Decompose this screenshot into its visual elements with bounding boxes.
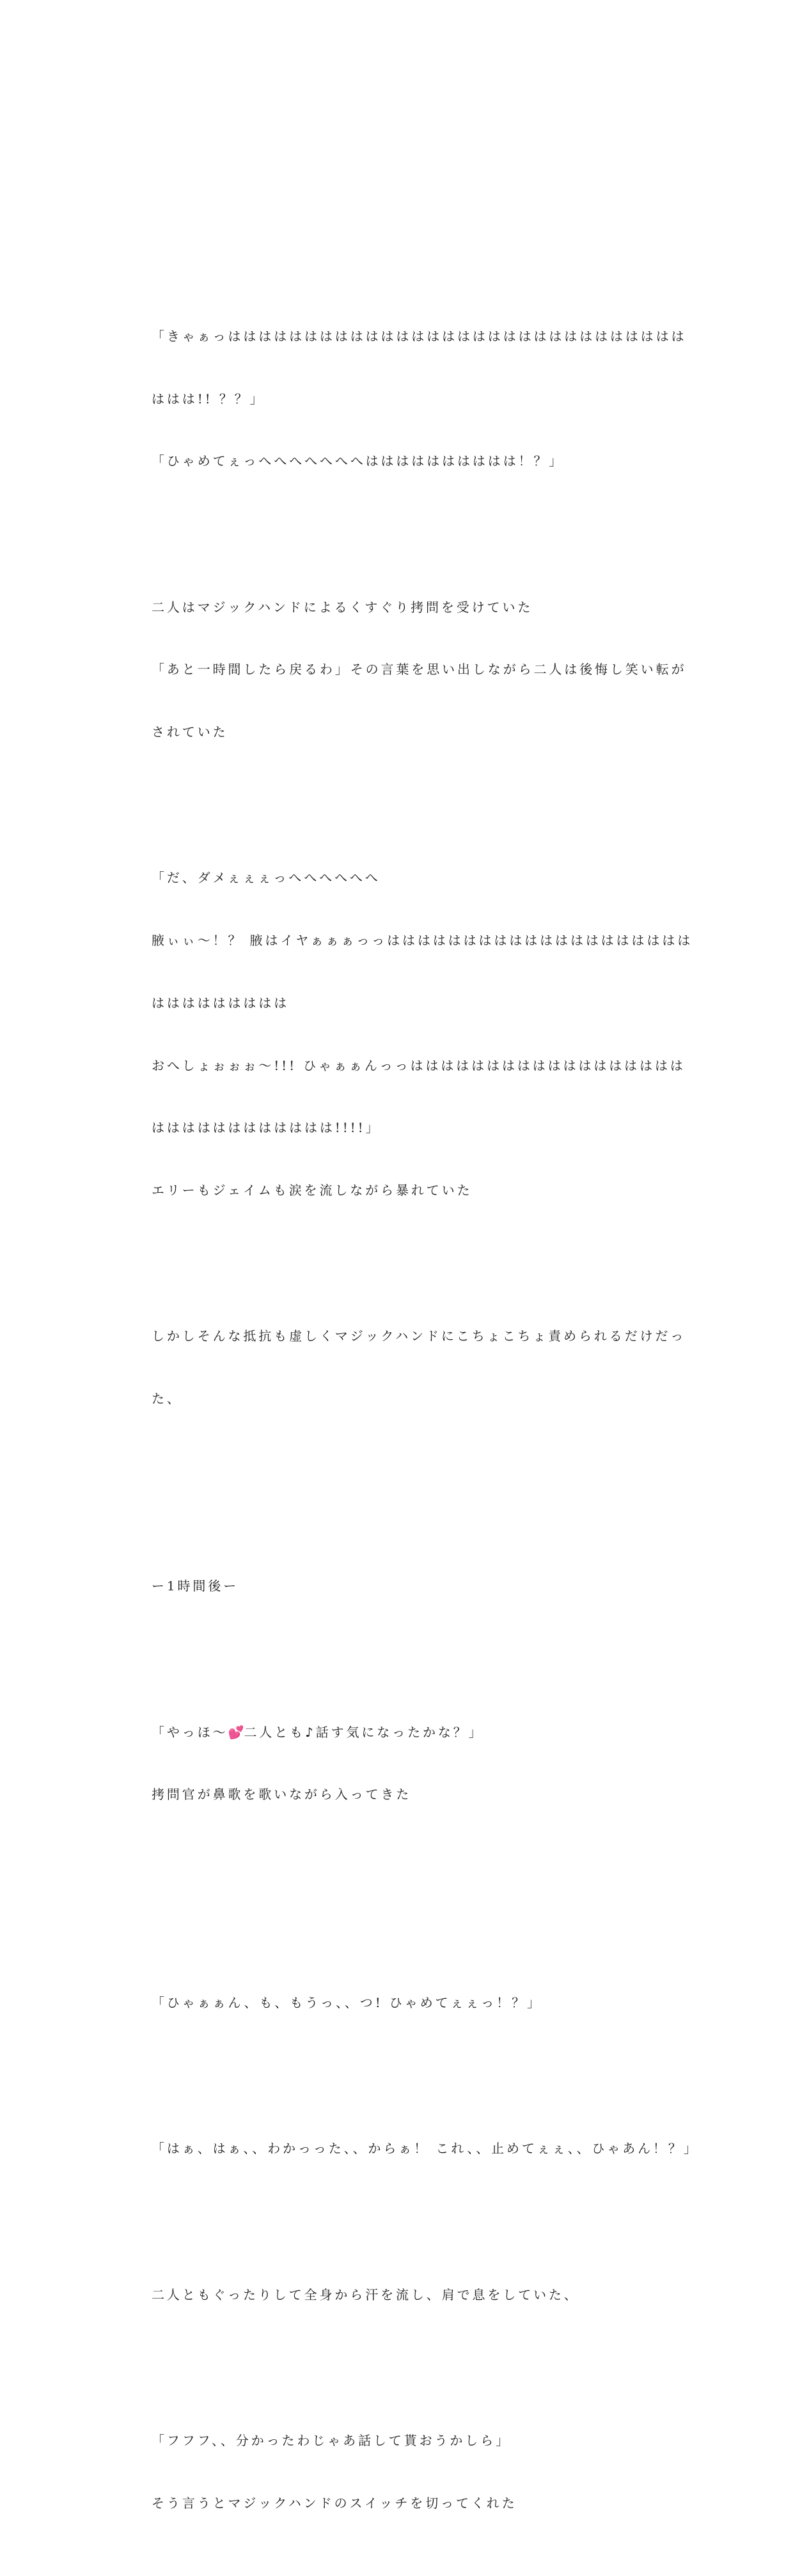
paragraph-gap	[152, 2201, 650, 2222]
text-line	[152, 1722, 650, 1743]
document-body	[152, 263, 699, 2576]
paragraph-gap	[152, 1638, 650, 1659]
text-line: た、	[152, 1391, 182, 1407]
text-line: 「ひゃぁぁん、も、もうっ、、つ! ひゃめてぇぇっ！？」	[152, 1995, 542, 2011]
text-line: 二人ともぐったりして全身から汗を流し、肩で息をしていた、	[152, 2286, 579, 2302]
text-line: ははは!! ？？」	[152, 391, 265, 407]
text-segment: 「やっほ〜	[152, 1724, 228, 1740]
text-line: 腋ぃぃ〜！？ 腋はイヤぁぁぁっっはははははははははははははははははははは	[152, 933, 693, 948]
text-line: 「きゃぁっはははははははははははははははははははははははははははははは	[152, 328, 687, 344]
text-line: おへしょぉぉぉ〜!!! ひゃぁぁんっっはははははははははははははははははは	[152, 1057, 686, 1073]
paragraph-gap	[152, 1451, 650, 1514]
text-line: エリーもジェイムも涙を流しながら暴れていた	[152, 1183, 473, 1199]
text-line: そう言うとマジックハンドのスイッチを切ってくれた	[152, 2495, 517, 2511]
paragraph-gap	[152, 2055, 650, 2076]
paragraph-gap	[152, 1243, 650, 1264]
text-line: 「はぁ、はぁ、、わかっった、、からぁ！ これ、、止めてぇぇ、、ひゃあん！？」	[152, 2141, 699, 2157]
text-line: はははははははははははは!!!!」	[152, 1120, 381, 1136]
text-line: 「フフフ、、分かったわじゃあ話して貰おうかしら」	[152, 2432, 511, 2448]
two-hearts-icon: 💕	[228, 1724, 244, 1740]
text-line: ははははははははは	[152, 995, 290, 1011]
paragraph-gap	[152, 1847, 650, 1930]
text-line: 拷問官が鼻歌を歌いながら入ってきた	[152, 1787, 412, 1803]
text-line: 「だ、ダメぇぇぇっへへへへへへ	[152, 870, 381, 886]
text-line: 二人はマジックハンドによるくすぐり拷問を受けていた	[152, 599, 533, 615]
text-segment: 二人とも♪話す気になったかな？」	[244, 1724, 484, 1740]
paragraph-gap	[152, 784, 650, 805]
text-line: 「ひゃめてぇっへへへへへへへはははははははははは！？」	[152, 453, 565, 469]
paragraph-gap	[152, 2347, 650, 2368]
section-heading: ー1時間後ー	[152, 1578, 239, 1594]
text-line: 「あと一時間したら戻るわ」その言葉を思い出しながら二人は後悔し笑い転が	[152, 662, 687, 678]
paragraph-gap	[152, 513, 650, 534]
text-line: されていた	[152, 724, 228, 740]
text-line: しかしそんな抵抗も虚しくマジックハンドにこちょこちょ責められるだけだっ	[152, 1328, 686, 1344]
